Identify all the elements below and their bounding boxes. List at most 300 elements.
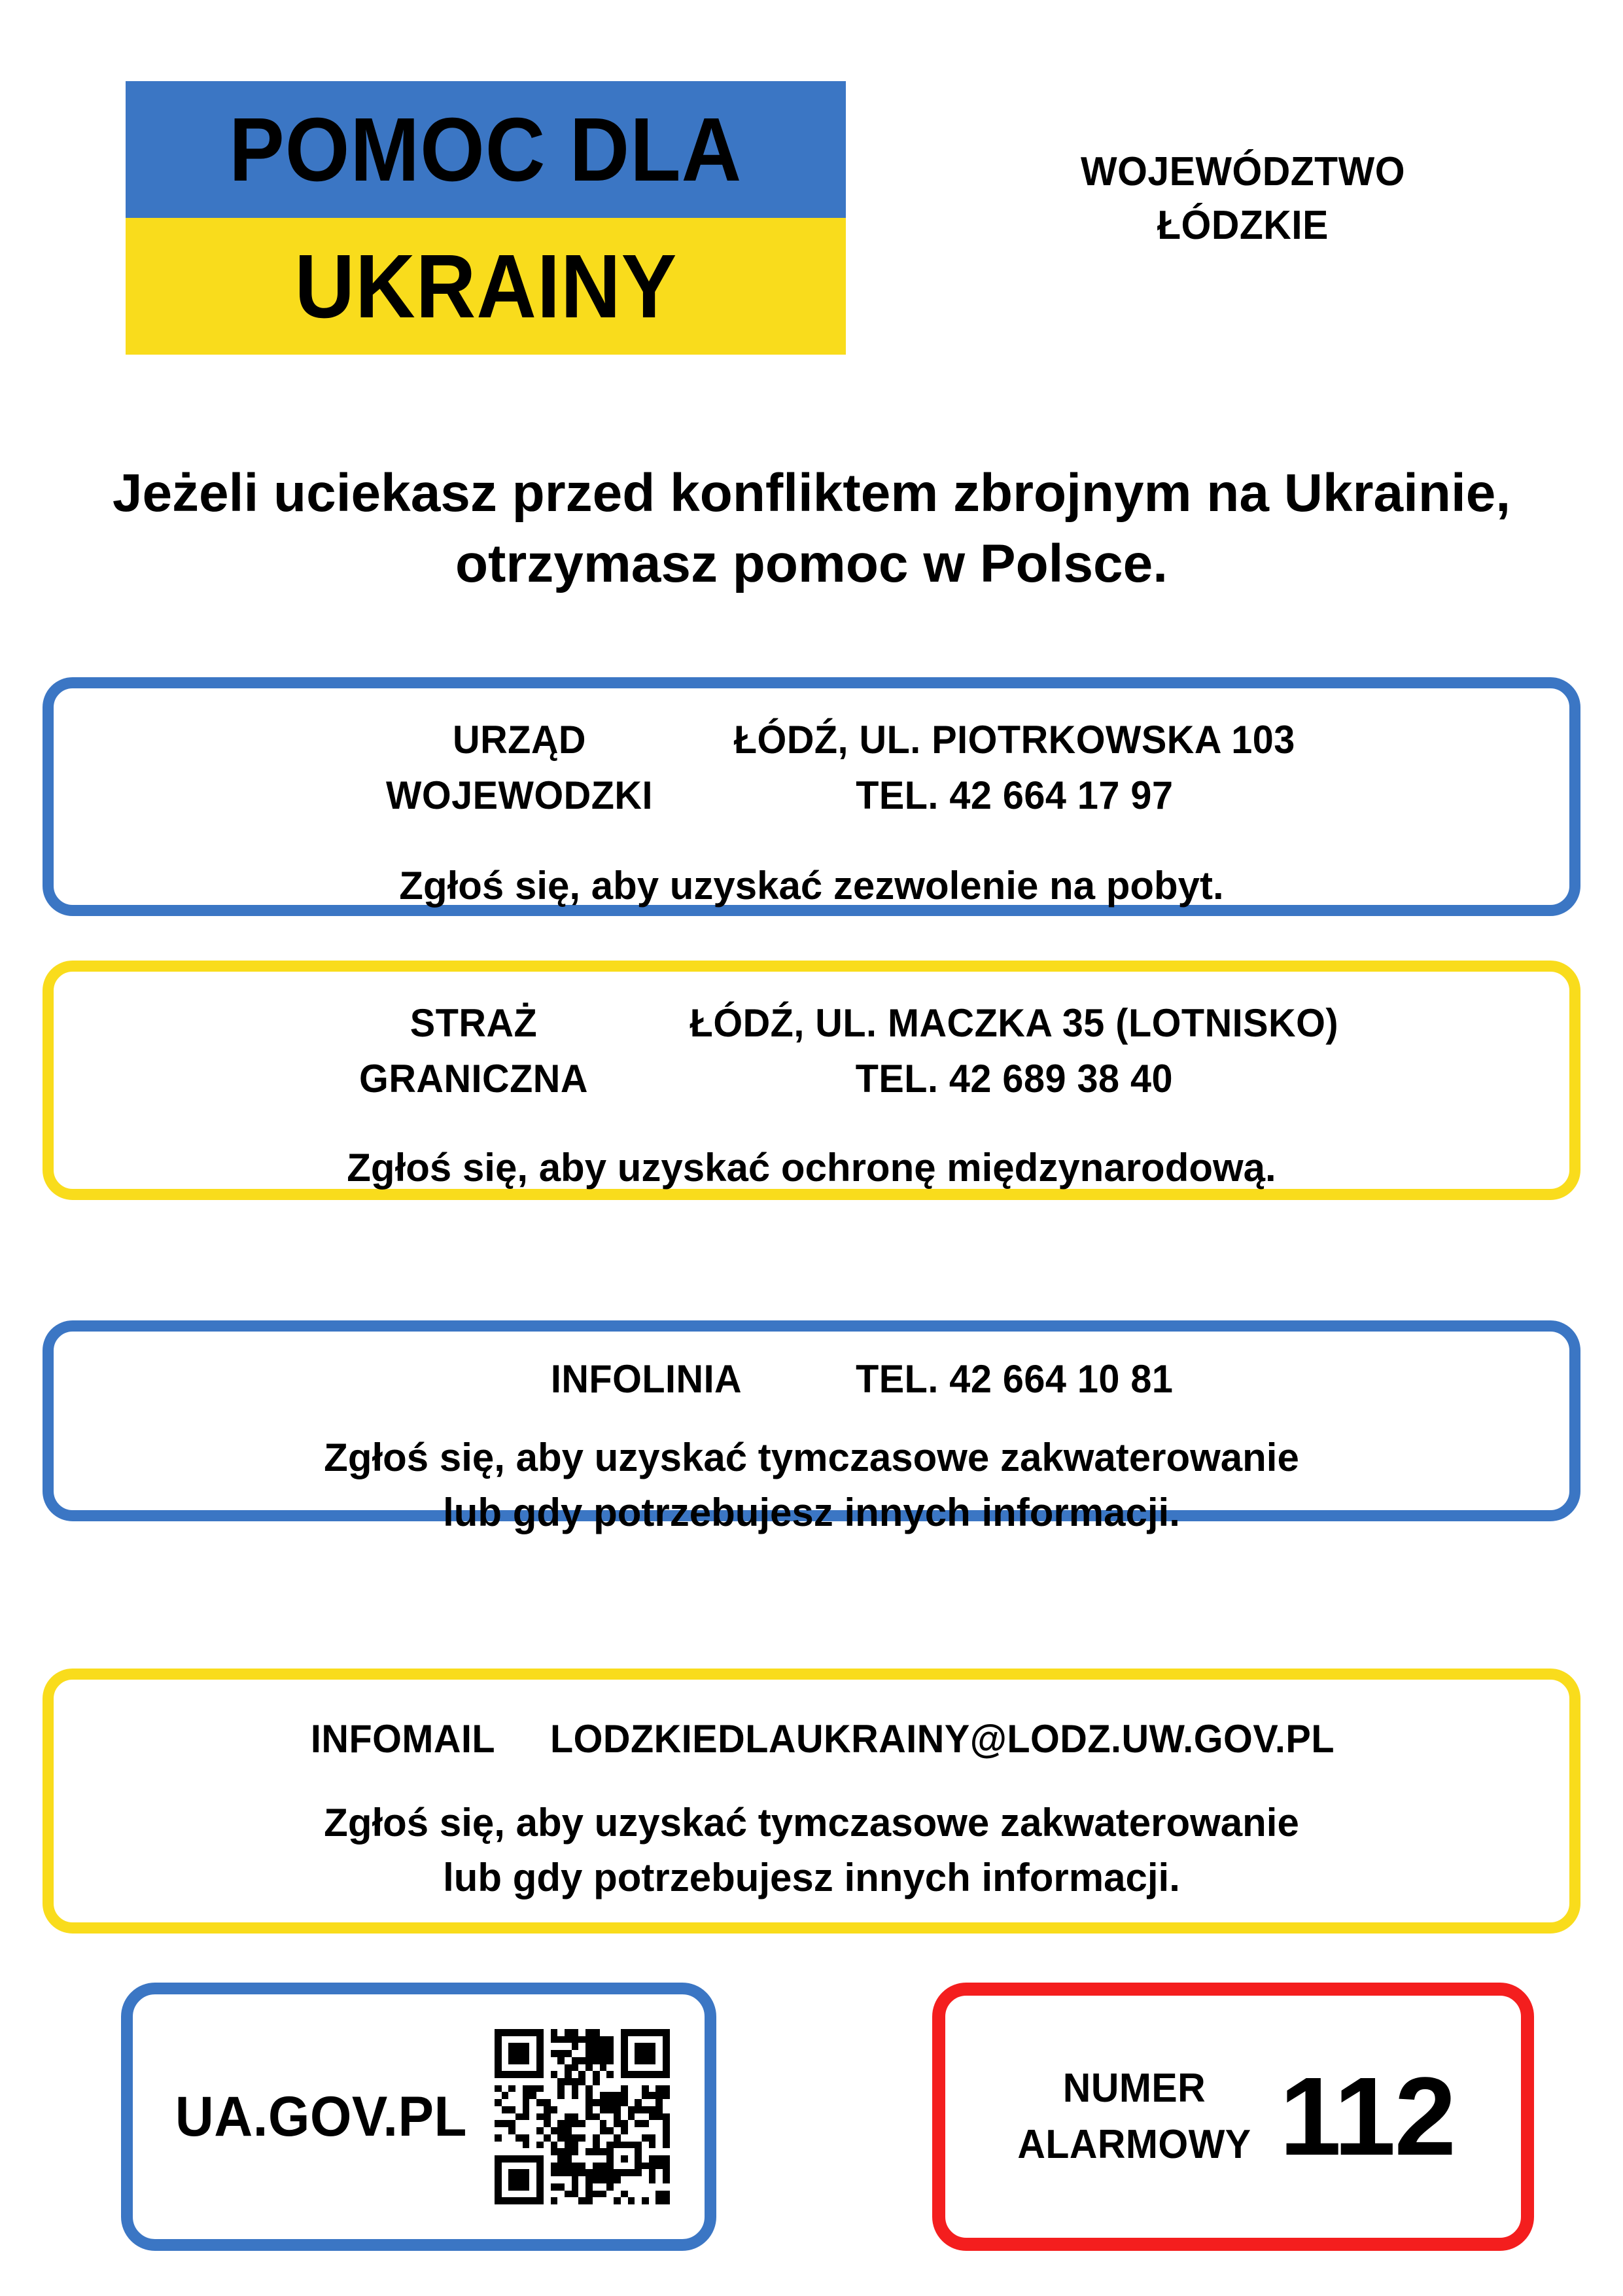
emergency-number-card	[932, 1983, 1534, 2251]
qr-module	[655, 2113, 663, 2121]
qr-module	[593, 2092, 600, 2099]
qr-module	[544, 2127, 551, 2134]
qr-module	[502, 2120, 509, 2127]
card-label-line-2: GRANICZNA	[359, 1057, 589, 1101]
qr-module	[663, 2197, 670, 2204]
qr-module	[529, 2029, 536, 2036]
qr-module	[557, 2120, 565, 2127]
qr-module	[600, 2057, 607, 2064]
qr-module	[551, 2142, 558, 2149]
qr-module	[544, 2078, 551, 2085]
qr-module	[536, 2106, 544, 2113]
qr-module	[502, 2036, 509, 2043]
qr-module	[614, 2029, 621, 2036]
qr-module	[649, 2085, 656, 2093]
qr-module	[565, 2050, 572, 2057]
qr-module	[529, 2155, 536, 2163]
qr-module	[628, 2113, 635, 2121]
qr-module	[536, 2127, 544, 2134]
qr-module	[606, 2099, 614, 2106]
qr-module	[536, 2148, 544, 2155]
qr-module	[557, 2191, 565, 2198]
qr-module	[508, 2191, 515, 2198]
qr-module	[495, 2197, 502, 2204]
qr-module	[649, 2197, 656, 2204]
qr-module	[621, 2120, 628, 2127]
qr-module	[551, 2120, 558, 2127]
qr-module	[655, 2120, 663, 2127]
qr-module	[523, 2127, 530, 2134]
qr-module	[649, 2134, 656, 2142]
qr-module	[600, 2078, 607, 2085]
qr-module	[502, 2078, 509, 2085]
qr-module	[508, 2106, 515, 2113]
qr-module	[572, 2163, 579, 2170]
qr-module	[515, 2085, 523, 2093]
qr-module	[508, 2036, 515, 2043]
qr-module	[578, 2036, 585, 2043]
qr-module	[557, 2106, 565, 2113]
qr-module	[600, 2106, 607, 2113]
qr-module	[578, 2106, 585, 2113]
qr-module	[508, 2064, 515, 2072]
qr-module	[565, 2120, 572, 2127]
qr-module	[515, 2120, 523, 2127]
qr-module	[655, 2148, 663, 2155]
card-note-line-1: Zgłoś się, aby uzyskać tymczasowe zakwaterowanie	[324, 1436, 1299, 1480]
qr-module	[621, 2106, 628, 2113]
qr-module	[557, 2057, 565, 2064]
card-note-infolinia	[54, 1430, 1569, 1540]
qr-module	[565, 2057, 572, 2064]
qr-module	[585, 2029, 593, 2036]
card-note-line-1: Zgłoś się, aby uzyskać zezwolenie na pobyt.	[399, 864, 1224, 908]
qr-module	[544, 2197, 551, 2204]
qr-module	[536, 2064, 544, 2072]
qr-module	[635, 2176, 642, 2183]
qr-module	[523, 2191, 530, 2198]
qr-module	[614, 2064, 621, 2072]
qr-module	[536, 2169, 544, 2176]
qr-module	[649, 2113, 656, 2121]
qr-module	[508, 2085, 515, 2093]
card-address: ŁÓDŹ, UL. MACZKA 35 (LOTNISKO)	[689, 1001, 1339, 1045]
qr-module	[593, 2099, 600, 2106]
qr-module	[551, 2064, 558, 2072]
card-label-infolinia	[451, 1351, 841, 1407]
qr-module	[649, 2176, 656, 2183]
qr-module	[572, 2071, 579, 2078]
qr-module	[536, 2134, 544, 2142]
qr-module	[565, 2169, 572, 2176]
qr-module	[621, 2197, 628, 2204]
qr-module	[600, 2163, 607, 2170]
qr-module	[544, 2169, 551, 2176]
emergency-label-line-2: ALARMOWY	[1017, 2122, 1251, 2167]
qr-module	[655, 2092, 663, 2099]
qr-module	[572, 2176, 579, 2183]
qr-module	[515, 2127, 523, 2134]
qr-module	[600, 2029, 607, 2036]
qr-module	[606, 2085, 614, 2093]
qr-module	[642, 2120, 649, 2127]
qr-module	[600, 2197, 607, 2204]
qr-module	[663, 2134, 670, 2142]
qr-module	[495, 2169, 502, 2176]
qr-module	[495, 2191, 502, 2198]
qr-module	[523, 2043, 530, 2050]
qr-module	[572, 2155, 579, 2163]
card-phone: TEL. 42 664 17 97	[855, 773, 1174, 818]
qr-module	[544, 2142, 551, 2149]
qr-module	[557, 2064, 565, 2072]
qr-module	[621, 2057, 628, 2064]
qr-module	[606, 2197, 614, 2204]
qr-module	[600, 2169, 607, 2176]
qr-module	[495, 2099, 502, 2106]
qr-module	[642, 2183, 649, 2191]
qr-module	[635, 2191, 642, 2198]
qr-module	[557, 2163, 565, 2170]
qr-module	[502, 2127, 509, 2134]
qr-module	[529, 2191, 536, 2198]
qr-module	[578, 2057, 585, 2064]
qr-module	[621, 2148, 628, 2155]
qr-module	[502, 2092, 509, 2099]
page-headline	[39, 458, 1584, 599]
website-url-label: UA.GOV.PL	[175, 2085, 468, 2148]
qr-module	[515, 2142, 523, 2149]
qr-module	[649, 2163, 656, 2170]
qr-module	[635, 2183, 642, 2191]
qr-module	[578, 2064, 585, 2072]
qr-module	[663, 2099, 670, 2106]
website-card[interactable]	[121, 1983, 716, 2251]
qr-module	[508, 2163, 515, 2170]
qr-module	[551, 2148, 558, 2155]
region-line-1: WOJEWÓDZTWO	[1081, 149, 1405, 194]
qr-module	[578, 2120, 585, 2127]
qr-module	[578, 2197, 585, 2204]
qr-module	[523, 2134, 530, 2142]
qr-module	[621, 2176, 628, 2183]
qr-module	[557, 2148, 565, 2155]
qr-module	[572, 2043, 579, 2050]
qr-module	[621, 2050, 628, 2057]
qr-module	[635, 2197, 642, 2204]
qr-module	[502, 2183, 509, 2191]
qr-module	[502, 2064, 509, 2072]
qr-module	[614, 2085, 621, 2093]
qr-module	[508, 2113, 515, 2121]
qr-module	[606, 2148, 614, 2155]
qr-module	[655, 2071, 663, 2078]
qr-module	[508, 2043, 515, 2050]
qr-module	[606, 2176, 614, 2183]
qr-module	[557, 2113, 565, 2121]
qr-module	[635, 2106, 642, 2113]
qr-module	[515, 2092, 523, 2099]
qr-module	[495, 2148, 502, 2155]
qr-module	[578, 2155, 585, 2163]
qr-module	[508, 2120, 515, 2127]
qr-module	[649, 2106, 656, 2113]
qr-module	[551, 2085, 558, 2093]
qr-module	[606, 2050, 614, 2057]
qr-module	[655, 2064, 663, 2072]
qr-module	[551, 2113, 558, 2121]
qr-module	[642, 2176, 649, 2183]
qr-module	[536, 2183, 544, 2191]
qr-module	[600, 2148, 607, 2155]
info-card-infomail	[43, 1669, 1580, 1934]
qr-module	[642, 2134, 649, 2142]
emergency-label-line-1: NUMER	[1062, 2066, 1206, 2111]
qr-module	[663, 2050, 670, 2057]
qr-module	[621, 2085, 628, 2093]
qr-module	[523, 2078, 530, 2085]
qr-module	[536, 2163, 544, 2170]
qr-module	[614, 2142, 621, 2149]
qr-module	[635, 2071, 642, 2078]
qr-module	[635, 2148, 642, 2155]
qr-module	[529, 2134, 536, 2142]
qr-module	[565, 2127, 572, 2134]
qr-module	[642, 2142, 649, 2149]
qr-module	[495, 2057, 502, 2064]
qr-module	[572, 2113, 579, 2121]
qr-module	[515, 2176, 523, 2183]
qr-module	[655, 2085, 663, 2093]
qr-module	[642, 2085, 649, 2093]
qr-module	[544, 2050, 551, 2057]
qr-module	[606, 2191, 614, 2198]
qr-module	[515, 2057, 523, 2064]
qr-module	[628, 2142, 635, 2149]
qr-module	[621, 2127, 628, 2134]
qr-module	[606, 2120, 614, 2127]
qr-module	[502, 2085, 509, 2093]
qr-module	[649, 2050, 656, 2057]
qr-module	[635, 2127, 642, 2134]
qr-module	[515, 2064, 523, 2072]
headline-line-1: Jeżeli uciekasz przed konfliktem zbrojnym na Ukrainie,	[112, 463, 1511, 523]
qr-module	[614, 2099, 621, 2106]
qr-module	[585, 2036, 593, 2043]
region-name	[955, 145, 1531, 253]
qr-module	[502, 2142, 509, 2149]
qr-module	[593, 2191, 600, 2198]
qr-module	[606, 2078, 614, 2085]
qr-module	[557, 2127, 565, 2134]
qr-module	[529, 2036, 536, 2043]
qr-module	[614, 2197, 621, 2204]
qr-module	[628, 2163, 635, 2170]
qr-module	[600, 2064, 607, 2072]
qr-module	[565, 2071, 572, 2078]
qr-module	[642, 2113, 649, 2121]
card-label-line-1: INFOLINIA	[550, 1357, 742, 1401]
qr-module	[593, 2163, 600, 2170]
qr-module	[495, 2127, 502, 2134]
qr-module	[551, 2092, 558, 2099]
qr-module	[523, 2169, 530, 2176]
qr-module	[495, 2092, 502, 2099]
card-label-straz-graniczna	[279, 995, 669, 1106]
qr-module	[649, 2029, 656, 2036]
qr-module	[502, 2148, 509, 2155]
qr-module	[621, 2163, 628, 2170]
qr-module	[593, 2085, 600, 2093]
qr-module	[621, 2078, 628, 2085]
qr-module	[572, 2064, 579, 2072]
qr-module	[649, 2169, 656, 2176]
card-detail-straz-graniczna	[690, 995, 1338, 1106]
qr-module	[635, 2057, 642, 2064]
qr-module	[649, 2099, 656, 2106]
qr-module	[515, 2134, 523, 2142]
qr-module	[593, 2134, 600, 2142]
qr-module	[642, 2197, 649, 2204]
qr-module	[565, 2163, 572, 2170]
qr-module	[578, 2169, 585, 2176]
qr-module	[606, 2155, 614, 2163]
qr-module	[557, 2134, 565, 2142]
qr-module	[551, 2043, 558, 2050]
qr-module	[529, 2113, 536, 2121]
qr-module	[621, 2183, 628, 2191]
qr-module	[663, 2071, 670, 2078]
qr-module	[614, 2127, 621, 2134]
qr-module	[600, 2043, 607, 2050]
qr-module	[585, 2163, 593, 2170]
qr-module	[515, 2169, 523, 2176]
qr-module	[600, 2127, 607, 2134]
qr-module	[551, 2071, 558, 2078]
qr-module	[585, 2113, 593, 2121]
qr-module	[628, 2134, 635, 2142]
emergency-number-label	[1017, 2060, 1251, 2172]
qr-module	[655, 2057, 663, 2064]
qr-module	[557, 2078, 565, 2085]
qr-module	[536, 2029, 544, 2036]
qr-module	[565, 2043, 572, 2050]
qr-module	[536, 2142, 544, 2149]
qr-module	[551, 2183, 558, 2191]
qr-module	[565, 2085, 572, 2093]
qr-module	[557, 2176, 565, 2183]
info-card-infolinia	[43, 1320, 1580, 1535]
qr-module	[544, 2113, 551, 2121]
qr-module	[635, 2029, 642, 2036]
qr-module	[593, 2142, 600, 2149]
qr-module	[635, 2050, 642, 2057]
qr-module	[606, 2043, 614, 2050]
qr-module	[649, 2191, 656, 2198]
qr-module	[600, 2113, 607, 2121]
qr-module	[655, 2169, 663, 2176]
qr-module	[565, 2155, 572, 2163]
qr-module	[523, 2197, 530, 2204]
card-note-line-2: lub gdy potrzebujesz innych informacji.	[443, 1856, 1180, 1900]
qr-module	[606, 2057, 614, 2064]
qr-module	[523, 2113, 530, 2121]
qr-module	[655, 2127, 663, 2134]
qr-module	[628, 2191, 635, 2198]
qr-module	[536, 2176, 544, 2183]
qr-module	[544, 2120, 551, 2127]
qr-module	[544, 2191, 551, 2198]
qr-module	[585, 2197, 593, 2204]
qr-module	[635, 2169, 642, 2176]
qr-module	[557, 2155, 565, 2163]
qr-module	[606, 2127, 614, 2134]
qr-module	[585, 2099, 593, 2106]
qr-module	[551, 2078, 558, 2085]
qr-module	[572, 2036, 579, 2043]
qr-module	[536, 2050, 544, 2057]
qr-module	[557, 2043, 565, 2050]
qr-module	[502, 2155, 509, 2163]
card-address: ŁÓDŹ, UL. PIOTRKOWSKA 103	[733, 718, 1295, 762]
qr-module	[529, 2085, 536, 2093]
qr-module	[544, 2085, 551, 2093]
qr-module	[557, 2029, 565, 2036]
qr-module	[585, 2176, 593, 2183]
qr-module	[663, 2029, 670, 2036]
qr-module	[635, 2036, 642, 2043]
qr-module	[593, 2148, 600, 2155]
qr-module	[635, 2113, 642, 2121]
qr-module	[495, 2155, 502, 2163]
qr-module	[663, 2176, 670, 2183]
qr-module	[649, 2078, 656, 2085]
qr-module	[614, 2078, 621, 2085]
qr-module	[529, 2064, 536, 2072]
qr-module	[628, 2127, 635, 2134]
qr-module	[628, 2029, 635, 2036]
qr-module	[606, 2029, 614, 2036]
flag-title-line-2: UKRAINY	[294, 236, 677, 337]
qr-module	[515, 2099, 523, 2106]
qr-module	[655, 2183, 663, 2191]
qr-module	[544, 2148, 551, 2155]
qr-module	[508, 2029, 515, 2036]
qr-module	[536, 2085, 544, 2093]
qr-module	[663, 2113, 670, 2121]
qr-module	[628, 2057, 635, 2064]
qr-module	[642, 2127, 649, 2134]
qr-module	[593, 2043, 600, 2050]
qr-module	[649, 2092, 656, 2099]
qr-module	[663, 2120, 670, 2127]
qr-module	[585, 2064, 593, 2072]
qr-module	[635, 2085, 642, 2093]
qr-module	[508, 2134, 515, 2142]
qr-module	[523, 2071, 530, 2078]
qr-module	[578, 2176, 585, 2183]
qr-module	[642, 2057, 649, 2064]
qr-module	[663, 2142, 670, 2149]
qr-module	[572, 2050, 579, 2057]
qr-module	[614, 2113, 621, 2121]
qr-module	[544, 2176, 551, 2183]
qr-module	[557, 2169, 565, 2176]
qr-module	[628, 2036, 635, 2043]
qr-module	[655, 2163, 663, 2170]
qr-module	[557, 2099, 565, 2106]
qr-module	[628, 2064, 635, 2072]
